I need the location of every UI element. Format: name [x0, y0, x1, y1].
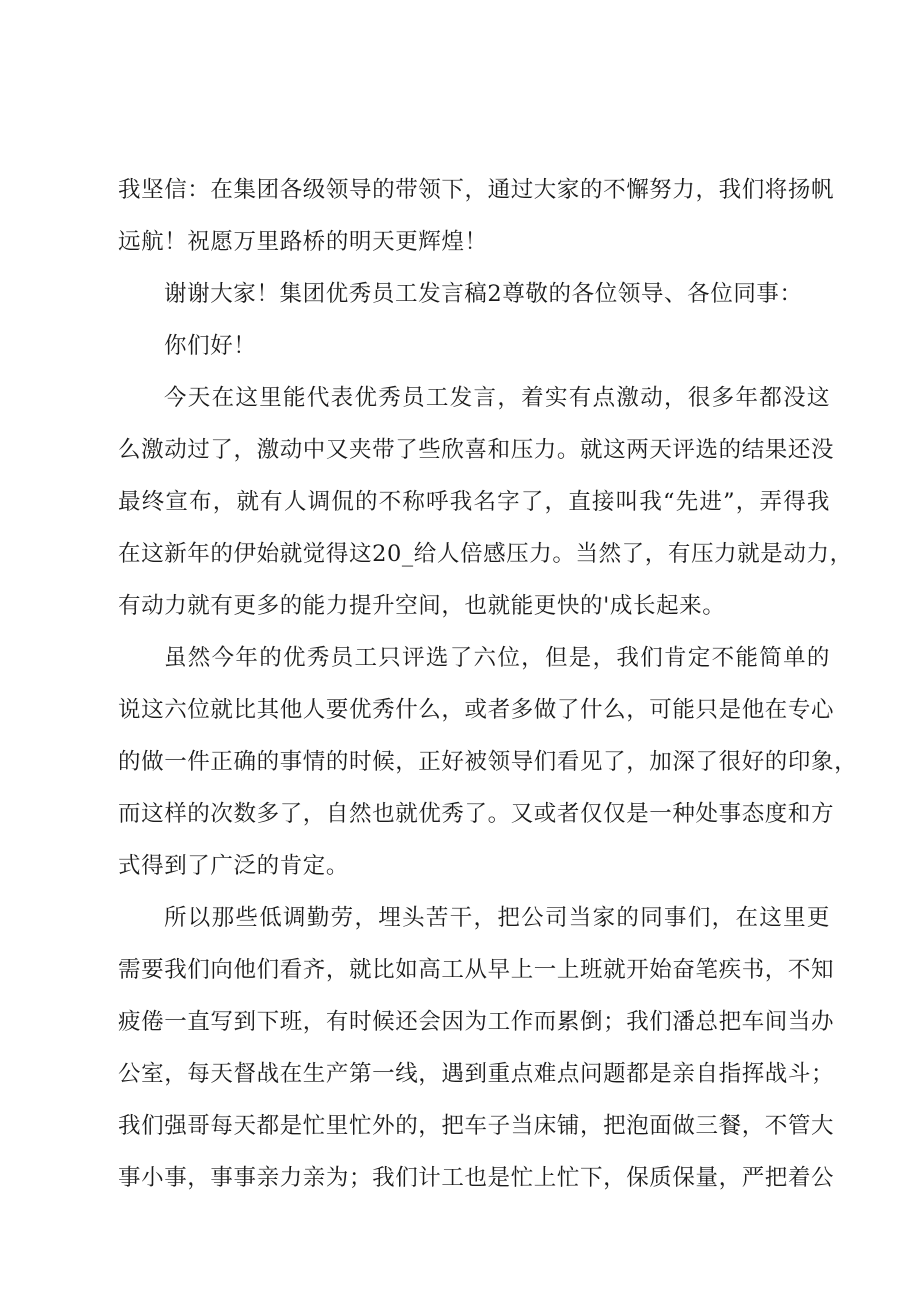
text-line-19: 我们强哥每天都是忙里忙外的，把车子当床铺，把泡面做三餐，不管大	[118, 1113, 835, 1139]
text-line-17: 疲倦一直写到下班，有时候还会因为工作而累倒；我们潘总把车间当办	[118, 1009, 835, 1035]
text-line-3: 谢谢大家！集团优秀员工发言稿2尊敬的各位领导、各位同事：	[164, 281, 803, 307]
text-line-20: 事小事，事事亲力亲为；我们计工也是忙上忙下，保质保量，严把着公	[118, 1165, 835, 1191]
text-line-10: 虽然今年的优秀员工只评选了六位，但是，我们肯定不能简单的	[164, 645, 830, 671]
text-line-6: 么激动过了，激动中又夹带了些欣喜和压力。就这两天评选的结果还没	[118, 437, 835, 463]
text-line-2: 远航！祝愿万里路桥的明天更辉煌！	[118, 229, 488, 255]
text-line-4: 你们好！	[164, 333, 257, 359]
text-line-11: 说这六位就比其他人要优秀什么，或者多做了什么，可能只是他在专心	[118, 697, 835, 723]
document-body	[118, 167, 858, 1207]
text-line-7: 最终宣布，就有人调侃的不称呼我名字了，直接叫我“先进”，弄得我	[118, 489, 830, 515]
text-line-16: 需要我们向他们看齐，就比如高工从早上一上班就开始奋笔疾书，不知	[118, 957, 835, 983]
text-line-5: 今天在这里能代表优秀员工发言，着实有点激动，很多年都没这	[164, 385, 830, 411]
text-line-1: 我坚信：在集团各级领导的带领下，通过大家的不懈努力，我们将扬帆	[118, 177, 835, 203]
text-line-9: 有动力就有更多的能力提升空间，也就能更快的'成长起来。	[118, 593, 726, 619]
text-line-15: 所以那些低调勤劳，埋头苦干，把公司当家的同事们，在这里更	[164, 905, 830, 931]
text-line-18: 公室，每天督战在生产第一线，遇到重点难点问题都是亲自指挥战斗；	[118, 1061, 835, 1087]
text-line-14: 式得到了广泛的肯定。	[118, 853, 350, 879]
text-line-8: 在这新年的伊始就觉得这20_给人倍感压力。当然了，有压力就是动力，	[118, 541, 853, 567]
text-line-13: 而这样的次数多了，自然也就优秀了。又或者仅仅是一种处事态度和方	[118, 801, 835, 827]
text-line-12: 的做一件正确的事情的时候，正好被领导们看见了，加深了很好的印象，	[118, 749, 858, 775]
